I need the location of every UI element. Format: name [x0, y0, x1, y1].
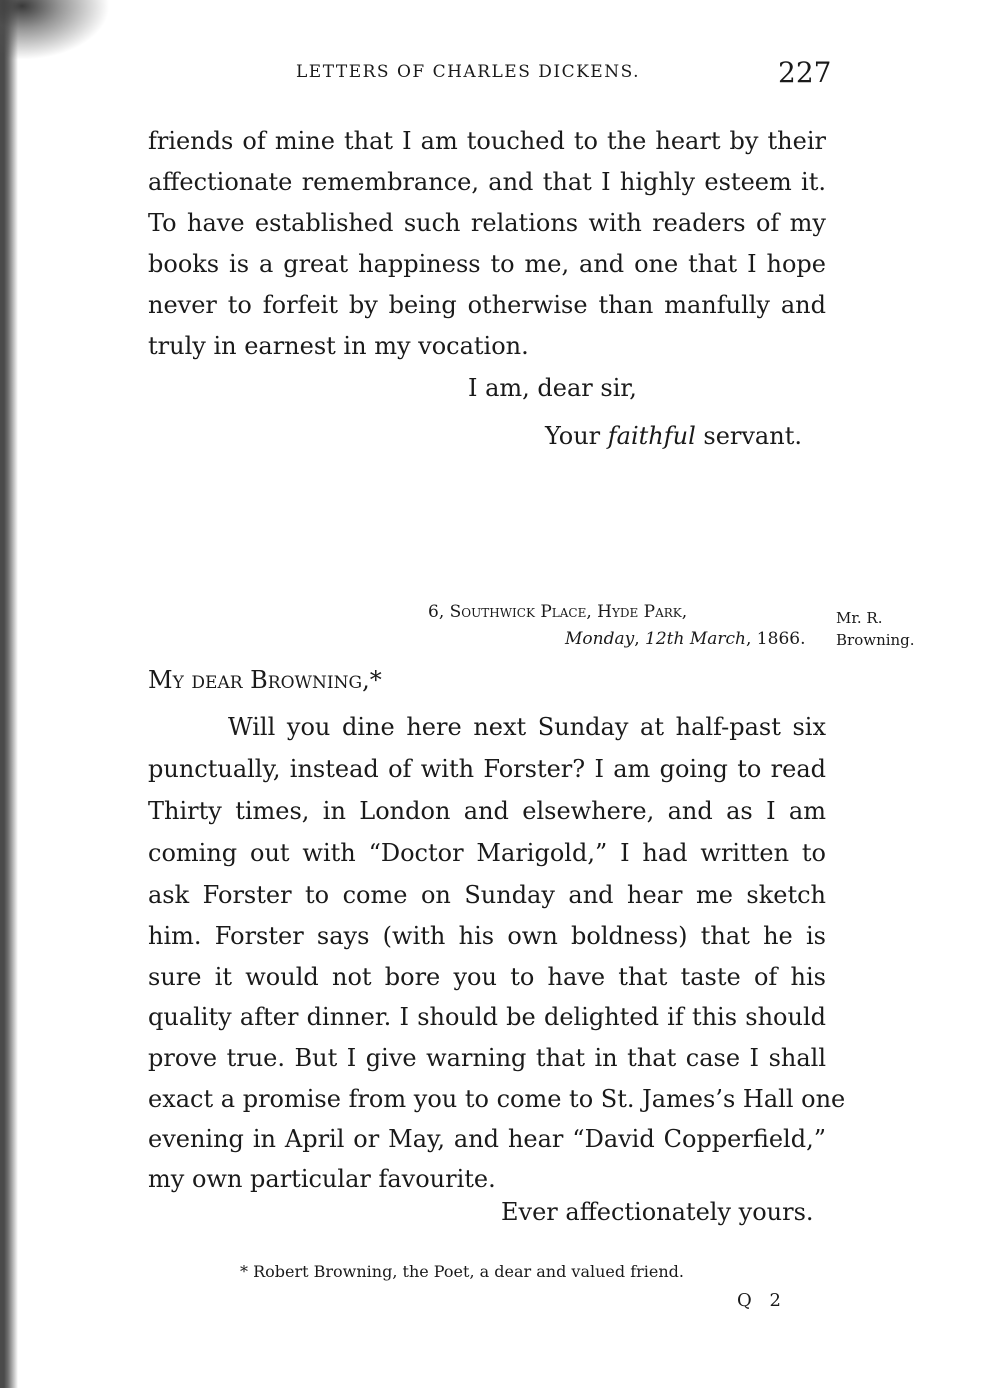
- letter2-line-4: coming out with “Doctor Marigold,” I had written to: [148, 839, 826, 867]
- date-day: Monday: [565, 629, 635, 649]
- date-year: , 1866.: [746, 629, 806, 649]
- page-number: 227: [778, 56, 832, 89]
- letter2-line-8: quality after dinner. I should be delighted if this should: [148, 1003, 826, 1031]
- binding-edge: [0, 0, 18, 1388]
- letter1-line-3: To have established such relations with readers of my: [148, 209, 826, 237]
- running-head: LETTERS OF CHARLES DICKENS.: [296, 62, 641, 82]
- letter2-line-12: my own particular favourite.: [148, 1165, 496, 1193]
- scan-smudge: [0, 0, 110, 60]
- footnote: * Robert Browning, the Poet, a dear and valued friend.: [240, 1262, 684, 1281]
- letter1-line-6: truly in earnest in my vocation.: [148, 332, 529, 360]
- closing-2-suffix: servant.: [695, 422, 802, 450]
- letter1-closing-1: I am, dear sir,: [468, 374, 637, 402]
- letter1-line-4: books is a great happiness to me, and one that I hope: [148, 250, 826, 278]
- letter2-line-7: sure it would not bore you to have that taste of his: [148, 963, 826, 991]
- letter2-line-11: evening in April or May, and hear “David Copperfield,”: [148, 1125, 826, 1153]
- letter2-line-1: Will you dine here next Sunday at half-past six: [228, 713, 826, 741]
- margin-note-line-1: Mr. R.: [836, 609, 883, 627]
- letter2-line-3: Thirty times, in London and elsewhere, and as I am: [148, 797, 826, 825]
- letter2-date: [565, 629, 805, 649]
- letter2-closing: Ever affectionately yours.: [501, 1198, 814, 1226]
- date-sep: ,: [634, 629, 646, 649]
- letter2-line-10: exact a promise from you to come to St. James’s Hall one: [148, 1085, 846, 1113]
- margin-note-line-2: Browning.: [836, 631, 915, 649]
- letter1-line-1: friends of mine that I am touched to the heart by their: [148, 127, 826, 155]
- date-italic: 12th March: [645, 629, 746, 649]
- letter2-line-6: him. Forster says (with his own boldness) that he is: [148, 922, 826, 950]
- closing-2-prefix: Your: [545, 422, 608, 450]
- letter1-closing-2: [545, 422, 802, 450]
- closing-2-italic: faithful: [607, 422, 696, 450]
- letter2-line-5: ask Forster to come on Sunday and hear me sketch: [148, 881, 826, 909]
- letter2-line-2: punctually, instead of with Forster? I am going to read: [148, 755, 826, 783]
- letter2-salutation: My dear Browning,*: [148, 666, 382, 694]
- letter2-line-9: prove true. But I give warning that in that case I shall: [148, 1044, 826, 1072]
- letter2-address: 6, Southwick Place, Hyde Park,: [428, 602, 688, 622]
- signature-mark: Q 2: [737, 1290, 787, 1311]
- letter1-line-2: affectionate remembrance, and that I highly esteem it.: [148, 168, 826, 196]
- letter1-line-5: never to forfeit by being otherwise than manfully and: [148, 291, 826, 319]
